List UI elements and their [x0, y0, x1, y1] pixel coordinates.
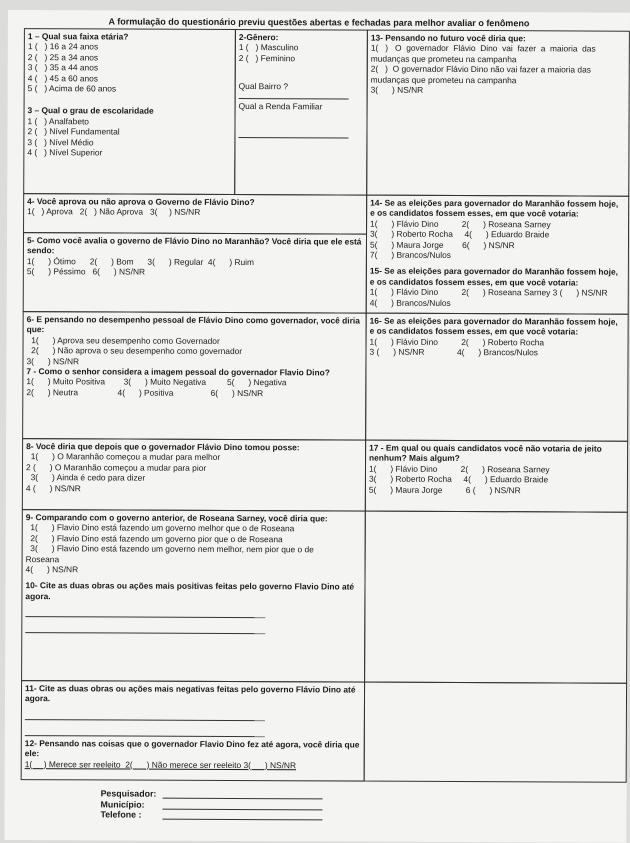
q17-heading: 17 - Em qual ou quais candidatos você não votaria de jeito nenhum? Mais algum? — [369, 442, 602, 464]
q9-line[interactable]: 4( ) NS/NR — [25, 564, 79, 575]
q10-heading: 10- Cite as duas obras ou ações mais positivas feitas pelo governo Flavio Dino até agora. — [25, 580, 355, 602]
q17-line[interactable]: 5( ) Maura Jorge 6 ( ) NS/NR — [368, 484, 521, 495]
q15-heading: 15- Se as eleições para governador do Maranhão fossem hoje, e os candidatos fossem esses, em que você votaria: — [369, 266, 618, 288]
q8-line[interactable]: 4 ( ) NS/NR — [25, 482, 81, 493]
q9-heading: 9- Comparando com o governo anterior, de Roseana Sarney, você diria que: — [25, 512, 328, 524]
q10-answer-line[interactable] — [25, 623, 265, 634]
q1-option[interactable]: 4 ( ) 45 a 60 anos — [27, 72, 99, 84]
q9-line: Roseana — [25, 553, 60, 564]
q11-heading: 11- Cite as duas obras ou ações mais negativas feitas pelo governo Flávio Dino até agora. — [24, 683, 356, 704]
q17-line[interactable]: 3( ) Roberto Rocha 4( ) Eduardo Braide — [368, 473, 549, 485]
q14-line[interactable]: 5( ) Maura Jorge 6( ) NS/NR — [369, 239, 515, 250]
q8-line[interactable]: 3( ) Ainda é cedo para dizer — [25, 472, 146, 483]
q13-line: mudanças que prometeu na campanha — [370, 53, 517, 65]
q10-answer-line[interactable] — [25, 607, 265, 618]
municipio-label: Município: — [100, 798, 145, 810]
q12-options[interactable]: 1( ) Merece ser reeleito 2( ) Não merece ser reeleito 3( ) NS/NR — [24, 758, 297, 770]
q11-right-empty-cell — [364, 682, 627, 783]
q1-option[interactable]: 5 ( ) Acima de 60 anos — [27, 83, 117, 94]
q13-line[interactable]: 2( ) O governador Flávio Dino não vai fazer a maioria das — [370, 63, 591, 75]
telefone-label: Telefone : — [100, 809, 142, 820]
q3-option[interactable]: 3 ( ) Nível Médio — [27, 136, 94, 148]
q6-heading: 6- E pensando no desempenho pessoal de Flávio Dino como governador, você diria que: — [26, 314, 360, 335]
q6-line[interactable]: 3( ) NS/NR — [26, 355, 80, 366]
q17-cell — [365, 440, 628, 513]
q1-q3-cell — [23, 28, 236, 195]
q14-heading: 14- Se as eleições para governador do Maranhão fossem hoje, e os candidatos fossem esses, em que você votaria: — [370, 197, 619, 219]
pesquisador-label: Pesquisador: — [100, 788, 157, 799]
q15-line[interactable]: 1( ) Flávio Dino 2( ) Roseana Sarney 3 ( ) NS/NR — [369, 286, 608, 298]
q11-answer-line[interactable] — [25, 710, 265, 721]
q16-heading: 16- Se as eleições para governador do Maranhão fossem hoje, e os candidatos fossem esses, em que você votaria: — [369, 315, 618, 337]
q3-option[interactable]: 4 ( ) Nível Superior — [27, 147, 103, 158]
q2-cell — [234, 29, 368, 196]
q1-option[interactable]: 3 ( ) 35 a 44 anos — [27, 62, 99, 73]
q13-line[interactable]: 3( ) NS/NR — [370, 84, 424, 95]
bairro-line[interactable] — [239, 92, 349, 99]
q13-heading: 13- Pensando no futuro você diria que: — [370, 32, 526, 44]
q8-cell — [22, 438, 366, 512]
q16-line[interactable]: 1( ) Flávio Dino 2( ) Roberto Rocha — [369, 336, 545, 348]
q6-q7-cell — [22, 311, 367, 440]
questionnaire-sheet — [4, 10, 630, 843]
pesquisador-line[interactable] — [163, 789, 323, 800]
q9-line[interactable]: 3( ) Flavio Dino está fazendo um governo nem melhor, nem pior que o de — [25, 543, 314, 555]
q7-options-row[interactable]: 2( ) Neutra 4( ) Positiva 6( ) NS/NR — [26, 386, 264, 398]
q1-option[interactable]: 2 ( ) 25 a 34 anos — [27, 51, 99, 63]
q17-line[interactable]: 1( ) Flávio Dino 2( ) Roseana Sarney — [368, 463, 550, 475]
q13-line: mudanças que prometeu na campanha — [370, 74, 517, 85]
q11-answer-line[interactable] — [25, 726, 265, 737]
q8-heading: 8- Você diria que depois que o governador Flávio Dino tomou posse: — [26, 441, 300, 453]
q4-options[interactable]: 1( ) Aprova 2( ) Não Aprova 3( ) NS/NR — [27, 206, 201, 218]
q3-option[interactable]: 2 ( ) Nível Fundamental — [27, 126, 120, 137]
q14-line[interactable]: 1( ) Flávio Dino 2( ) Roseana Sarney — [370, 218, 551, 230]
q5-options-row[interactable]: 5( ) Péssimo 6( ) NS/NR — [26, 266, 146, 277]
q8-line[interactable]: 1( ) O Maranhão começou a mudar para melhor — [26, 451, 221, 463]
q9-line[interactable]: 2( ) Flavio Dino está fazendo um governo pior que o de Roseana — [25, 532, 283, 545]
q6-line[interactable]: 1( ) Aprova seu desempenho como Governador — [26, 334, 220, 346]
q2-heading: 2-Gênero: — [238, 32, 279, 43]
q14-q15-cell — [366, 195, 630, 315]
q15-line[interactable]: 4( ) Brancos/Nulos — [369, 297, 451, 308]
q9-line[interactable]: 1( ) Flavio Dino está fazendo um governo melhor que o de Roseana — [25, 522, 295, 534]
q9-q10-cell — [21, 509, 366, 682]
q3-heading: 3 – Qual o grau de escolaridade — [27, 105, 154, 117]
q6-line[interactable]: 2( ) Não aprova o seu desempenho como governador — [26, 345, 243, 357]
q2-option[interactable]: 1 ( ) Masculino — [238, 42, 299, 53]
q14-line[interactable]: 3( ) Roberto Rocha 4( ) Eduardo Braide — [370, 228, 550, 240]
q1-heading: 1 – Qual sua faixa etária? — [27, 31, 129, 42]
q5-options-row[interactable]: 1( ) Ótimo 2( ) Bom 3( ) Regular 4( ) Ruim — [26, 255, 255, 267]
municipio-line[interactable] — [163, 799, 323, 810]
q9-right-empty-cell — [364, 511, 628, 684]
renda-label: Qual a Renda Familiar — [238, 100, 323, 111]
renda-line[interactable] — [238, 111, 348, 138]
q1-option[interactable]: 1 ( ) 16 a 24 anos — [27, 41, 99, 52]
q4-heading: 4- Você aprova ou não aprova o Governo de Flávio Dino? — [27, 196, 255, 208]
q2-option[interactable]: 2 ( ) Feminino — [238, 52, 296, 64]
q5-heading: 5- Como você avalia o governo de Flávio Dino no Maranhão? Você diria que ele está sendo: — [26, 235, 362, 256]
q3-option[interactable]: 1 ( ) Analfabeto — [27, 115, 90, 127]
q5-cell — [23, 232, 367, 314]
q12-heading: 12- Pensando nas coisas que o governador Flavio Dino fez até agora, você diria que ele: — [24, 737, 360, 759]
q11-q12-cell — [21, 680, 365, 782]
q7-heading: 7 - Como o senhor considera a imagem pessoal do governador Flavio Dino? — [26, 366, 330, 378]
q13-cell — [366, 30, 630, 197]
q16-cell — [365, 313, 629, 442]
document-title: A formulação do questionário previu questões abertas e fechadas para melhor avaliar o fenômeno — [108, 16, 530, 29]
q13-line[interactable]: 1( ) O governador Flávio Dino vai fazer a maioria das — [370, 42, 596, 54]
telefone-line[interactable] — [162, 810, 322, 821]
q4-cell — [23, 193, 367, 235]
q14-line[interactable]: 7( ) Brancos/Nulos — [369, 249, 451, 260]
question-grid — [21, 28, 630, 781]
bairro-label: Qual Bairro ? — [238, 81, 289, 92]
q7-options-row[interactable]: 1( ) Muito Positiva 3( ) Muito Negativa 5( ) Negativa — [26, 376, 287, 388]
q8-line[interactable]: 2 ( ) O Maranhão começou a mudar para pior — [25, 461, 207, 473]
q16-line[interactable]: 3 ( ) NS/NR 4( ) Brancos/Nulos — [369, 346, 539, 358]
footer — [100, 788, 322, 820]
